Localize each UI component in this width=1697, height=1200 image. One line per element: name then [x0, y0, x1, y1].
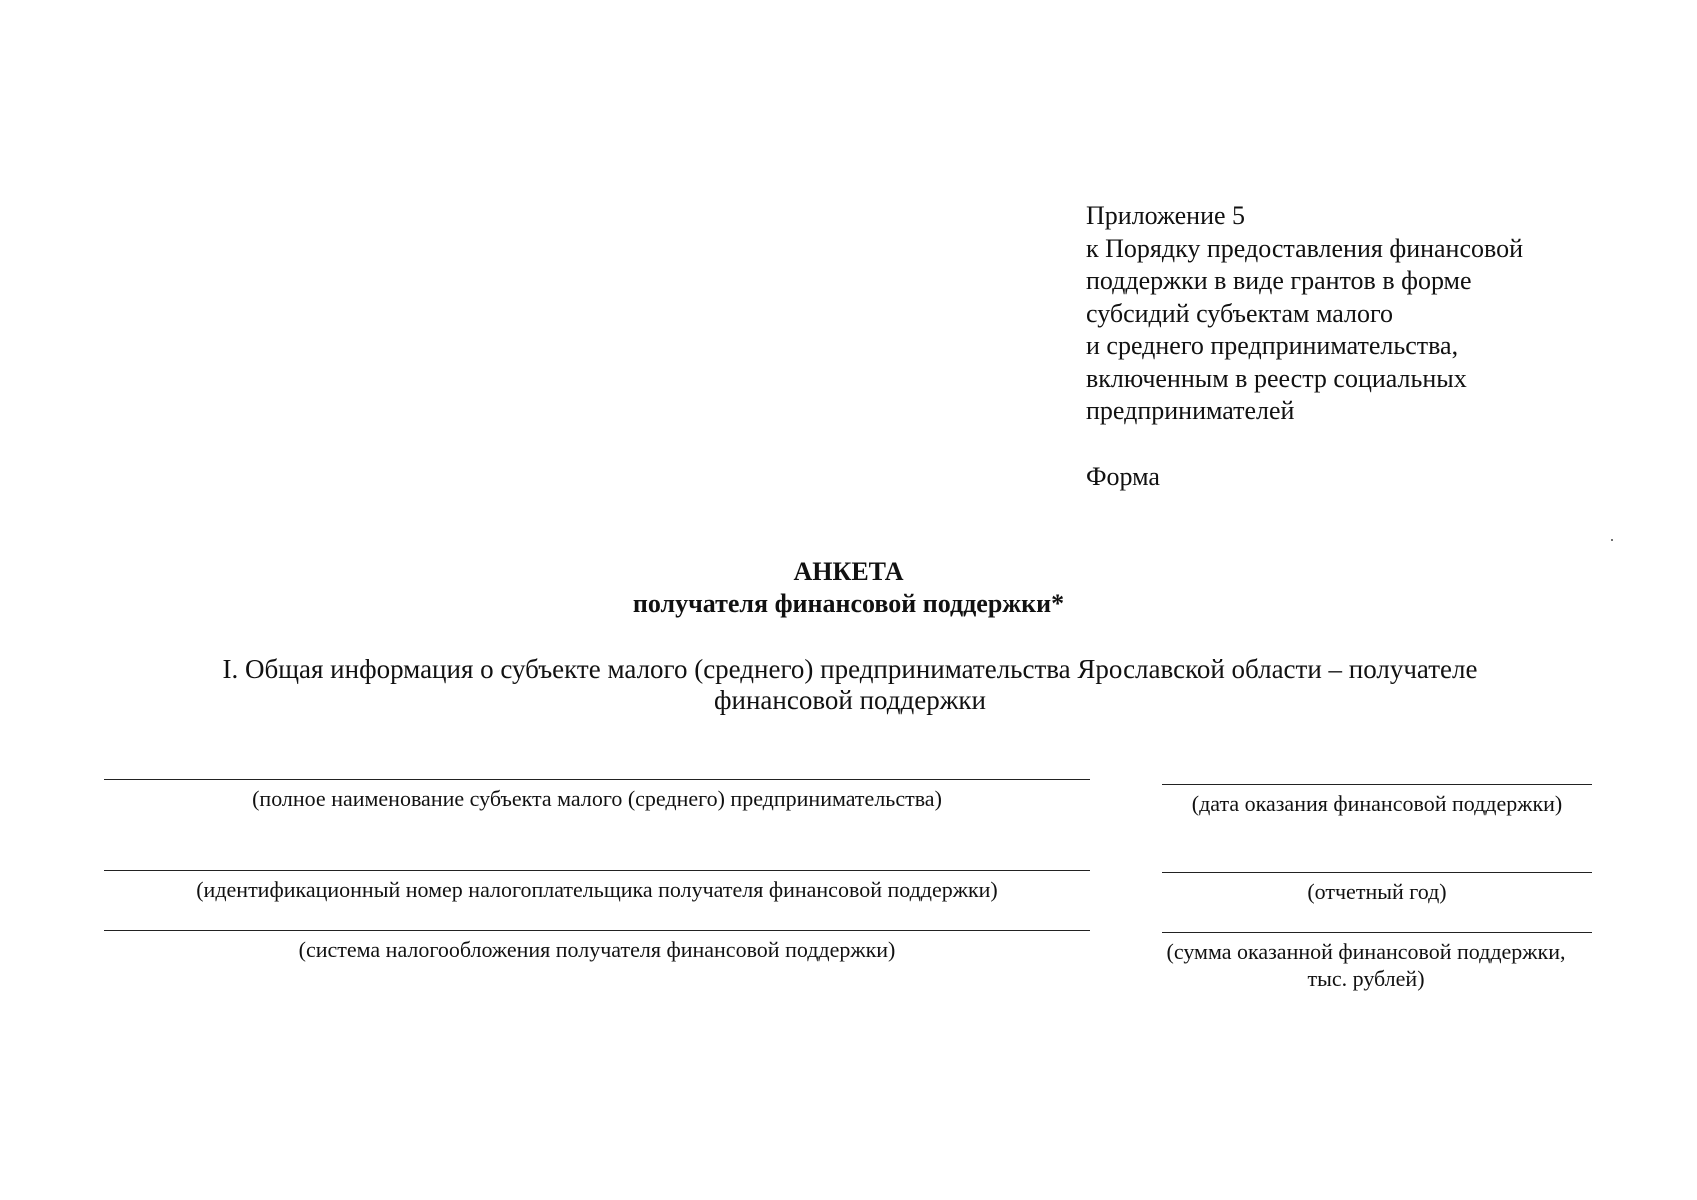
title-subtitle: получателя финансовой поддержки* [632, 589, 1065, 618]
tax-system-caption: (система налогообложения получателя финансовой поддержки) [298, 937, 896, 962]
support-date-field[interactable] [1162, 784, 1592, 817]
support-date-line[interactable] [1162, 784, 1592, 785]
appendix-line: и среднего предпринимательства, [1086, 331, 1459, 360]
support-sum-caption-line: (сумма оказанной финансовой поддержки, [1166, 939, 1566, 964]
appendix-line: поддержки в виде грантов в форме [1086, 266, 1472, 295]
support-sum-caption [1140, 938, 1592, 992]
section-heading-line: финансовой поддержки [714, 685, 986, 715]
scan-speck [1611, 539, 1613, 541]
inn-line[interactable] [104, 870, 1090, 871]
support-sum-line[interactable] [1162, 932, 1592, 933]
document-title [0, 556, 1697, 620]
reporting-year-line[interactable] [1162, 872, 1592, 873]
form-label: Форма [1086, 461, 1160, 491]
reporting-year-caption: (отчетный год) [1307, 879, 1447, 904]
support-sum-caption-line: тыс. рублей) [1307, 966, 1425, 991]
full-name-field[interactable] [104, 779, 1090, 812]
support-date-caption: (дата оказания финансовой поддержки) [1191, 791, 1563, 816]
appendix-line: предпринимателей [1086, 396, 1295, 425]
section-heading-line: I. Общая информация о субъекте малого (среднего) предпринимательства Ярославской области – получателе [222, 654, 1478, 684]
appendix-line: к Порядку предоставления финансовой [1086, 233, 1524, 263]
full-name-line[interactable] [104, 779, 1090, 780]
tax-system-line[interactable] [104, 930, 1090, 931]
appendix-line: включенным в реестр социальных [1086, 363, 1467, 393]
tax-system-field[interactable] [104, 930, 1090, 963]
full-name-caption: (полное наименование субъекта малого (среднего) предпринимательства) [252, 786, 942, 811]
appendix-line: Приложение 5 [1086, 201, 1246, 230]
support-sum-field[interactable] [1140, 932, 1592, 992]
appendix-header [1086, 200, 1646, 493]
reporting-year-field[interactable] [1162, 872, 1592, 905]
section-heading [140, 654, 1560, 716]
inn-caption: (идентификационный номер налогоплательщика получателя финансовой поддержки) [196, 877, 998, 902]
title-main: АНКЕТА [793, 557, 904, 586]
appendix-line: субсидий субъектам малого [1086, 298, 1394, 328]
inn-field[interactable] [104, 870, 1090, 903]
